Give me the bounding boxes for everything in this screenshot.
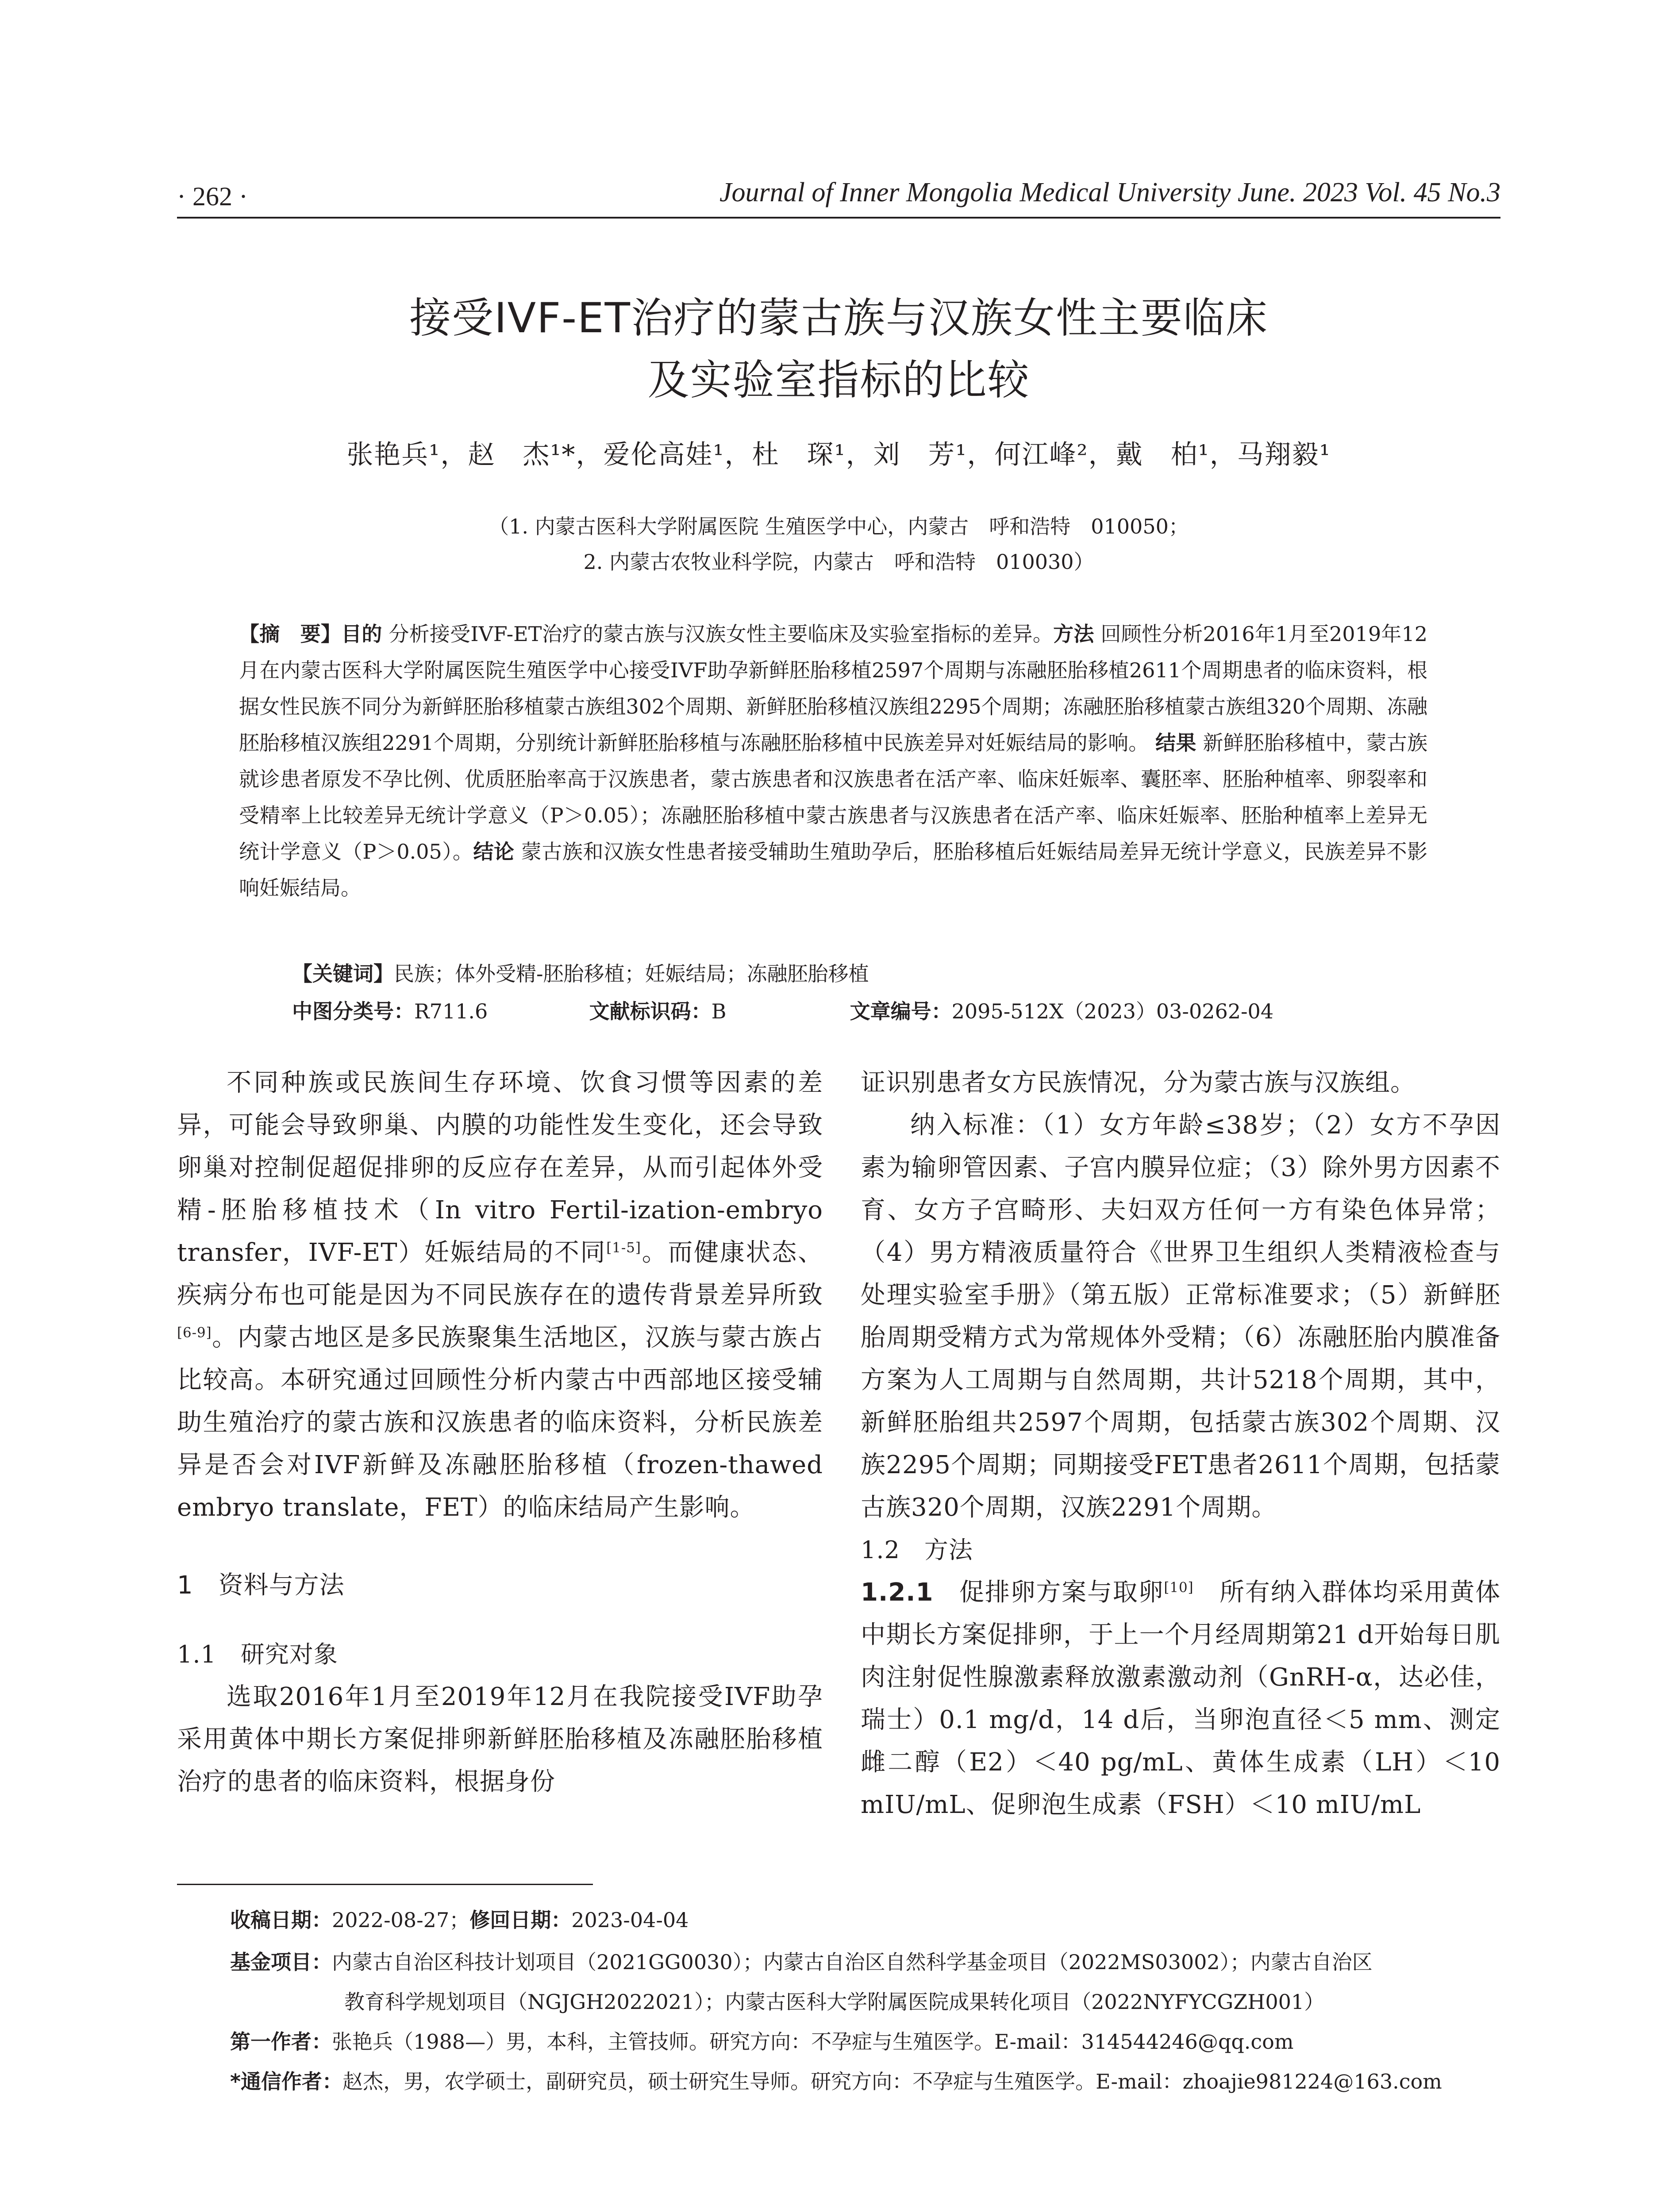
section-heading-1-2: 1.2 方法 [861,1536,973,1564]
abstract-block [239,616,1427,906]
clc-label: 中图分类号： [292,999,414,1023]
results-text: 新鲜胚胎移植中，蒙古族就诊患者原发不孕比例、优质胚胎率高于汉族患者，蒙古族患者和汉族患者在活产率、临床妊娠率、囊胚率、胚胎种植率、卵裂率和受精率上比较差异无统计学意义（P＞0.05）；冻融胚胎移植中蒙古族患者与汉族患者在活产率、临床妊娠率、胚胎种植率上差异无统计学意义（P＞0.05）。 [239,731,1428,864]
first-author-text: 张艳兵（1988—）男，本科，主管技师。研究方向：不孕症与生殖医学。E-mail：314544246@qq.com [332,2030,1294,2054]
revised-label: 修回日期： [469,1908,572,1932]
section-heading-1: 1 资料与方法 [177,1571,345,1600]
stimulation-text: 所有纳入群体均采用黄体中期长方案促排卵，于上一个月经周期第21 d开始每日肌肉注射促性腺激素释放激素激动剂（GnRH-α，达必佳，瑞士）0.1 mg/d，14 d后，当卵泡直径＜5 mm、测定雌二醇（E2）＜40 pg/mL、黄体生成素（LH）＜10 mIU/mL、促卵泡生成素（FSH）＜10 mIU/mL [861,1578,1501,1819]
fund-line-2: 教育科学规划项目（NGJGH2022021）；内蒙古医科大学附属医院成果转化项目（2022NYFYCGZH001） [344,1990,1325,2014]
section-number-1-2-1: 1.2.1 [861,1578,934,1607]
objective-text: 分析接受IVF-ET治疗的蒙古族与汉族女性主要临床及实验室指标的差异。 [389,622,1054,646]
section-title-1-2-1: 促排卵方案与取卵 [959,1578,1164,1607]
objective-label: 目的 [341,622,382,646]
methods-text: 回顾性分析2016年1月至2019年12月在内蒙古医科大学附属医院生殖医学中心接受IVF助孕新鲜胚胎移植2597个周期与冻融胚胎移植2611个周期患者的临床资料，根据女性民族不同分为新鲜胚胎移植蒙古族组302个周期、新鲜胚胎移植汉族组2295个周期；冻融胚胎移植蒙古族组320个周期、冻融胚胎移植汉族组2291个周期，分别统计新鲜胚胎移植与冻融胚胎移植中民族差异对妊娠结局的影响。 [239,622,1428,755]
section-heading-1-1: 1.1 研究对象 [177,1640,338,1668]
body-right-column [861,1062,1500,1826]
article-number-value: 2095-512X（2023）03-0262-04 [951,999,1274,1023]
received-label: 收稿日期： [230,1908,332,1932]
intro-paragraph [177,1062,823,1529]
keywords-block [292,956,1427,992]
author-list: 张艳兵¹，赵 杰¹*，爱伦高娃¹，杜 琛¹，刘 芳¹，何江峰²，戴 柏¹，马翔毅¹ [346,439,1331,470]
body-left-column [177,1062,823,1803]
classification-row [292,993,1273,1029]
keywords-label: 【关键词】 [292,962,394,986]
stimulation-paragraph [861,1571,1500,1826]
keywords-text: 民族；体外受精-胚胎移植；妊娠结局；冻融胚胎移植 [394,962,869,986]
revised-date: 2023-04-04 [571,1908,689,1932]
affiliation-line-1: （1. 内蒙古医科大学附属医院 生殖医学中心，内蒙古 呼和浩特 010050； [489,515,1189,538]
clc-value: R711.6 [414,999,488,1023]
fund-label: 基金项目： [230,1950,332,1974]
journal-running-head: Journal of Inner Mongolia Medical University June. 2023 Vol. 45 No.3 [719,177,1500,207]
intro-text-2: 。而健康状态、疾病分布也可能是因为不同民族存在的遗传背景差异所致 [177,1238,823,1310]
corresponding-label: *通信作者： [230,2070,343,2093]
citation-ref: [6-9] [177,1325,212,1341]
affiliation-line-2: 2. 内蒙古农牧业科学院，内蒙古 呼和浩特 010030） [583,550,1094,574]
fund-line-1 [230,1944,1503,1980]
citation-ref: [10] [1164,1579,1194,1596]
results-label: 结果 [1155,731,1196,755]
first-author-label: 第一作者： [230,2030,332,2054]
fund-text-1: 内蒙古自治区科技计划项目（2021GG0030）；内蒙古自治区自然科学基金项目（2022MS03002）；内蒙古自治区 [332,1950,1373,1974]
article-title-line-1: 接受IVF-ET治疗的蒙古族与汉族女性主要临床 [409,294,1268,342]
corresponding-author-note [230,2064,1503,2099]
intro-text-1: 不同种族或民族间生存环境、饮食习惯等因素的差异，可能会导致卵巢、内膜的功能性发生变化，还会导致卵巢对控制促超促排卵的反应存在差异，从而引起体外受精-胚胎移植技术（In vitro Fertil-ization-embryo transfer，IVF-ET）妊娠结局的不同 [177,1068,823,1267]
footnote-rule [177,1884,593,1885]
methods-label: 方法 [1053,622,1094,646]
received-date: 2022-08-27； [332,1908,470,1932]
corresponding-text: 赵杰，男，农学硕士，副研究员，硕士研究生导师。研究方向：不孕症与生殖医学。E-mail：zhoajie981224@163.com [342,2070,1442,2093]
conclusion-label: 结论 [473,840,515,864]
received-dates [230,1902,1503,1938]
subjects-paragraph: 选取2016年1月至2019年12月在我院接受IVF助孕采用黄体中期长方案促排卵新鲜胚胎移植及冻融胚胎移植治疗的患者的临床资料，根据身份 [177,1682,823,1796]
inclusion-criteria-paragraph: 纳入标准：（1）女方年龄≤38岁；（2）女方不孕因素为输卵管因素、子宫内膜异位症；（3）除外男方因素不育、女方子宫畸形、夫妇双方任何一方有染色体异常；（4）男方精液质量符合《世界卫生组织人类精液检查与处理实验室手册》（第五版）正常标准要求；（5）新鲜胚胎周期受精方式为常规体外受精；（6）冻融胚胎内膜准备方案为人工周期与自然周期，共计5218个周期，其中，新鲜胚胎组共2597个周期，包括蒙古族302个周期、汉族2295个周期；同期接受FET患者2611个周期，包括蒙古族320个周期，汉族2291个周期。 [861,1111,1500,1522]
page-number: · 262 · [177,182,248,211]
intro-text-3: 。内蒙古地区是多民族聚集生活地区，汉族与蒙古族占比较高。本研究通过回顾性分析内蒙古中西部地区接受辅助生殖治疗的蒙古族和汉族患者的临床资料，分析民族差异是否会对IVF新鲜及冻融胚胎移植（frozen-thawed embryo translate，FET）的临床结局产生影响。 [177,1323,823,1522]
article-title-line-2: 及实验室指标的比较 [647,356,1030,404]
citation-ref: [1-5] [606,1240,641,1256]
conclusion-text: 蒙古族和汉族女性患者接受辅助生殖助孕后，胚胎移植后妊娠结局差异无统计学意义，民族差异不影响妊娠结局。 [239,840,1428,900]
first-author-note [230,2024,1503,2059]
article-number-label: 文章编号： [850,999,952,1023]
header-rule [177,217,1500,219]
abstract-label: 【摘 要】 [239,622,342,646]
subjects-continued: 证识别患者女方民族情况，分为蒙古族与汉族组。 [861,1068,1416,1097]
doc-code-value: B [711,999,727,1023]
doc-code-label: 文献标识码： [589,999,712,1023]
